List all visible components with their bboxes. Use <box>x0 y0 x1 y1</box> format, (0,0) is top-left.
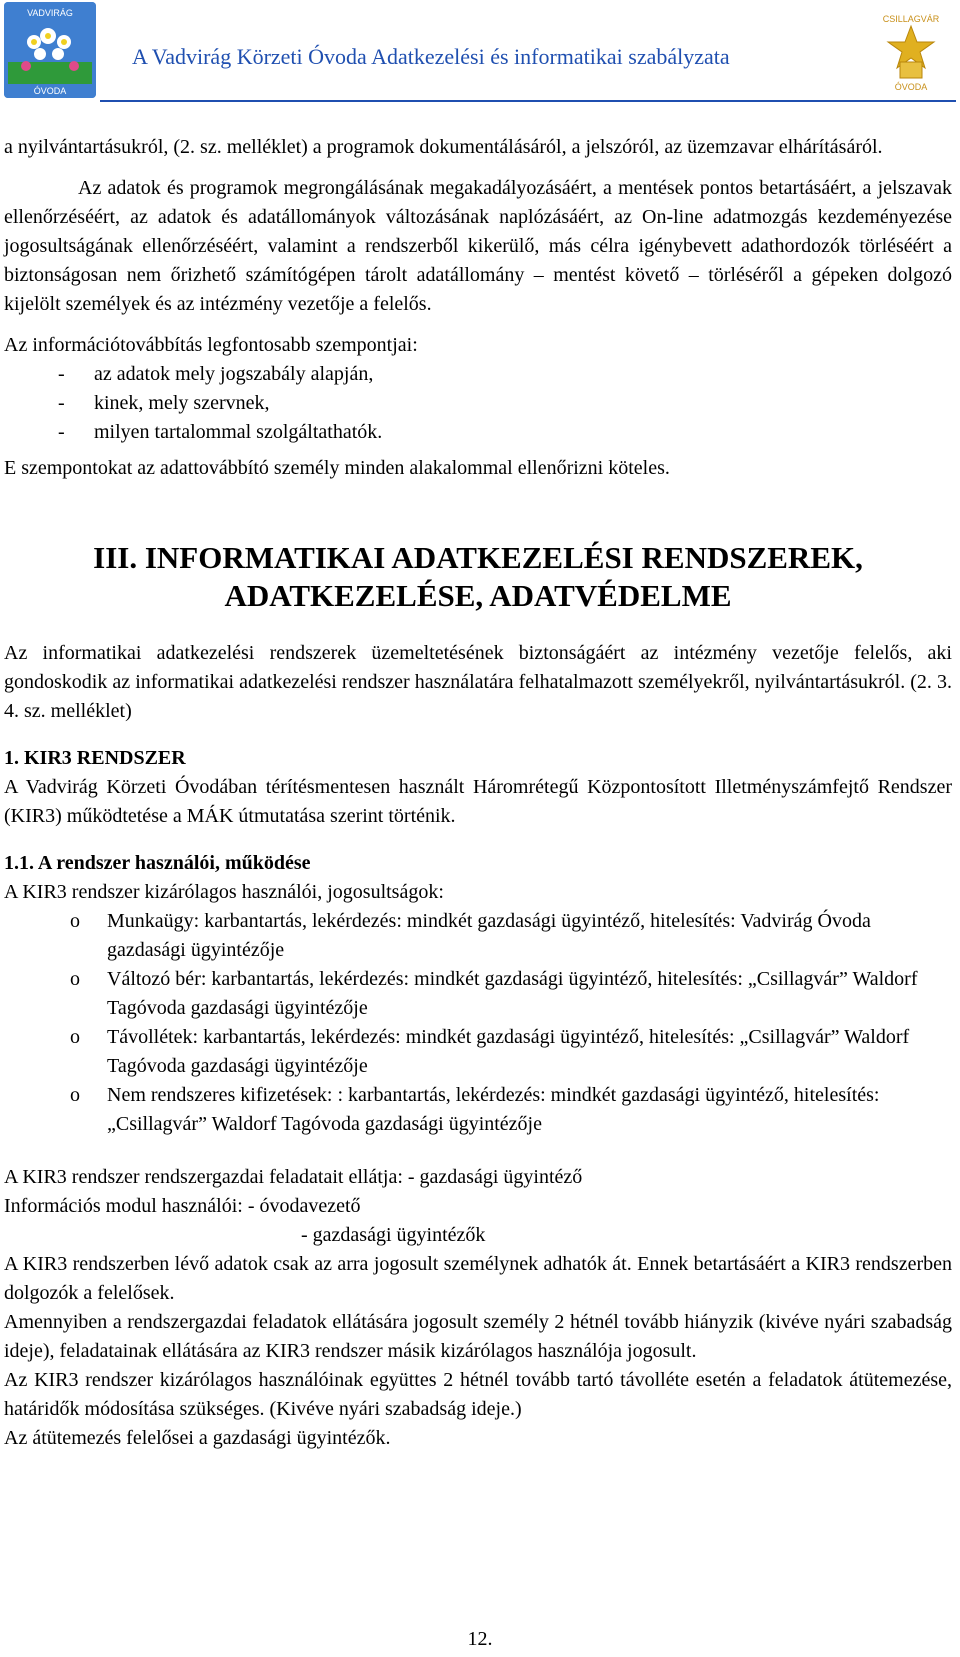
right-logo-top-text: CSILLAGVÁR <box>882 14 940 24</box>
paragraph-continuation: a nyilvántartásukról, (2. sz. melléklet) a programok dokumentálásáról, a jelszóról, az üzemzavar elhárításáról. <box>4 136 883 158</box>
list-item <box>4 418 952 447</box>
list-item-text: az adatok mely jogszabály alapján, <box>94 363 374 385</box>
paragraph-exclusive-users: A KIR3 rendszer kizárólagos használói, jogosultságok: <box>4 881 444 903</box>
header-title: A Vadvirág Körzeti Óvoda Adatkezelési és informatikai szabályzata <box>132 44 730 69</box>
list-item-text: milyen tartalommal szolgáltathatók. <box>94 421 383 443</box>
flower-logo-icon <box>4 2 96 98</box>
subheading-kir3: 1. KIR3 RENDSZER <box>4 747 186 769</box>
list-item <box>4 1023 952 1081</box>
list-item-text: Változó bér: karbantartás, lekérdezés: mindkét gazdasági ügyintéző, hitelesítés: „Csillagvár” Waldorf Tagóvoda gazdasági ügyintézője <box>107 968 918 1019</box>
list-item-text: Munkaügy: karbantartás, lekérdezés: mindkét gazdasági ügyintéző, hitelesítés: Vadvirág Óvoda gazdasági ügyintézője <box>107 910 871 961</box>
dash-bullet: - <box>58 392 65 414</box>
page-header <box>0 0 960 104</box>
paragraph-rescheduling-responsible: Az átütemezés felelősei a gazdasági ügyintézők. <box>4 1427 391 1449</box>
section-heading <box>4 539 952 615</box>
vadvirag-ovoda-logo <box>4 2 96 98</box>
paragraph-kir3-description: A Vadvirág Körzeti Óvodában térítésmentesen használt Háromrétegű Központosított Illetményszámfejtő Rendszer (KIR3) működtetése a MÁK útmutatása szerint történik. <box>4 776 952 827</box>
csillagvar-ovoda-logo <box>876 6 946 94</box>
paragraph-check-obligation: E szempontokat az adattovábbító személy minden alakalommal ellenőrizni köteles. <box>4 457 670 479</box>
o-bullet: o <box>70 910 80 932</box>
star-castle-logo-icon <box>876 6 946 94</box>
list-item <box>4 965 952 1023</box>
paragraph-rescheduling: Az KIR3 rendszer kizárólagos használóinak együttes 2 hétnél tovább tartó távolléte esetén a feladatok átütemezése, határidők módosítása szükséges. (Kivéve nyári szabadság ideje.) <box>4 1369 952 1420</box>
o-bullet: o <box>70 968 80 990</box>
list-item-text: kinek, mely szervnek, <box>94 392 270 414</box>
right-logo-bottom-text: ÓVODA <box>894 82 928 92</box>
transfer-criteria-list <box>4 360 952 447</box>
paragraph-responsibility: Az adatok és programok megrongálásának megakadályozásáért, a mentések pontos betartásáért, a jelszavak ellenőrzéséért, az adatok és adatállományok változásának naplózásáért, az On-line adatmozgás kezdeményezése jogosultságának ellenőrzéséért, valamint a rendszerből kikerülő, más célra igénybevett adathordozók törléséért a biztonságosan nem őrizhető számítógépen tárolt adatállomány – mentést követő – törléséről a gépeken dolgozó kijelölt személyek és az intézmény vezetője a felelős. <box>4 177 952 315</box>
paragraph-info-module-users: Információs modul használói: - óvodavezető <box>4 1195 361 1217</box>
permissions-list <box>4 907 952 1139</box>
list-item-text: Nem rendszeres kifizetések: : karbantartás, lekérdezés: mindkét gazdasági ügyintéző, hitelesítés: „Csillagvár” Waldorf Tagóvoda gazdasági ügyintézője <box>107 1084 880 1135</box>
section-heading-line-1: III. INFORMATIKAI ADATKEZELÉSI RENDSZEREK, <box>93 540 863 575</box>
list-item <box>4 389 952 418</box>
paragraph-info-module-users-2: - gazdasági ügyintézők <box>301 1224 486 1246</box>
dash-bullet: - <box>58 363 65 385</box>
paragraph-it-systems: Az informatikai adatkezelési rendszerek üzemeltetésének biztonságáért az intézmény vezetője felelős, aki gondoskodik az informatikai adatkezelési rendszer használatára felhatalmazott személyekről, nyilvántartásukról. (2. 3. 4. sz. melléklet) <box>4 642 952 722</box>
left-logo-bottom-text: ÓVODA <box>33 86 67 96</box>
list-item <box>4 360 952 389</box>
paragraph-substitution: Amennyiben a rendszergazdai feladatok ellátására jogosult személy 2 hétnél tovább hiányzik (kivéve nyári szabadság ideje), feladatainak ellátására az KIR3 rendszer másik kizárólagos használója jogosult. <box>4 1311 952 1362</box>
section-heading-line-2: ADATKEZELÉSE, ADATVÉDELME <box>224 578 732 613</box>
page-number: 12. <box>467 1628 493 1650</box>
header-divider <box>100 100 956 102</box>
left-logo-top-text: VADVIRÁG <box>27 8 73 18</box>
list-item-text: Távollétek: karbantartás, lekérdezés: mindkét gazdasági ügyintéző, hitelesítés: „Csillagvár” Waldorf Tagóvoda gazdasági ügyintézője <box>107 1026 910 1077</box>
subheading-users: 1.1. A rendszer használói, működése <box>4 852 311 874</box>
list-item <box>4 907 952 965</box>
o-bullet: o <box>70 1026 80 1048</box>
document-body <box>4 133 952 1453</box>
paragraph-sysadmin: A KIR3 rendszer rendszergazdai feladatait ellátja: - gazdasági ügyintéző <box>4 1166 583 1188</box>
o-bullet: o <box>70 1084 80 1106</box>
list-item <box>4 1081 952 1139</box>
dash-bullet: - <box>58 421 65 443</box>
paragraph-transfer-criteria-intro: Az információtovábbítás legfontosabb szempontjai: <box>4 334 418 356</box>
paragraph-data-transfer: A KIR3 rendszerben lévő adatok csak az arra jogosult személynek adhatók át. Ennek betartásáért a KIR3 rendszerben dolgozók a felelősek. <box>4 1253 952 1304</box>
